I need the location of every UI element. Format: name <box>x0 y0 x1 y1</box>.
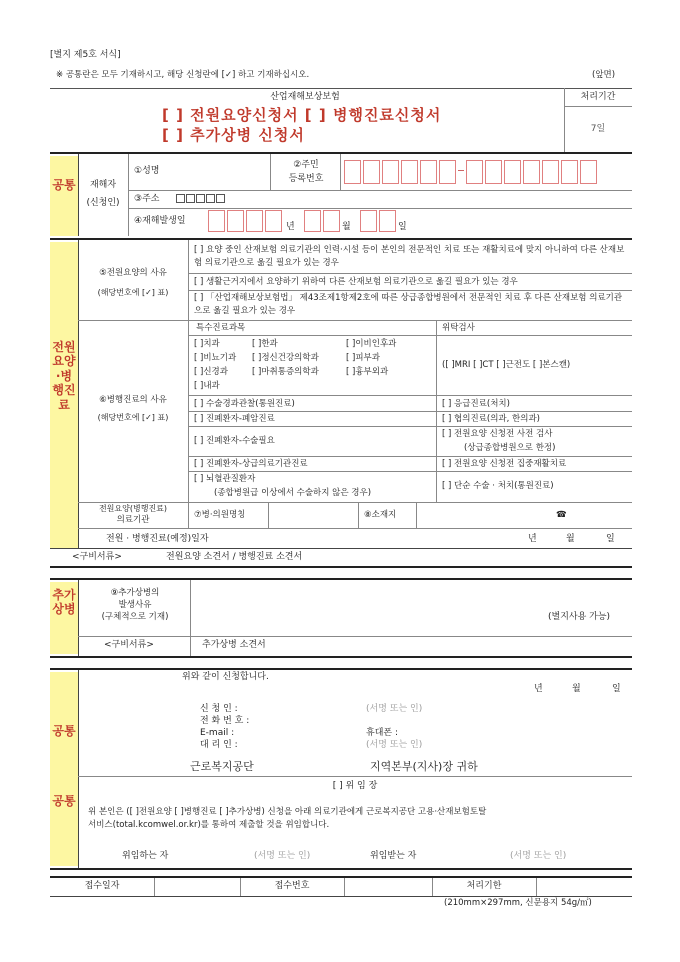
accident-date-input[interactable] <box>208 210 408 234</box>
consign-exam-items[interactable]: ([ ]MRI [ ]CT [ ]근전도 [ ]본스캔) <box>442 360 571 370</box>
dept-dental[interactable]: [ ]치과 <box>194 339 220 349</box>
paper-spec: (210mm×297mm, 신문용지 54g/㎡) <box>444 898 592 908</box>
transfer-reason-label: ⑤전원요양의 사유 <box>99 268 167 278</box>
additional-docs-value: 추가상병 소견서 <box>202 640 266 650</box>
parallel-pneumo-tertiary[interactable]: [ ] 진폐환자-상급의료기관진료 <box>194 459 308 469</box>
application-statement: 위와 같이 신청합니다. <box>182 672 269 682</box>
parallel-simple-surgery[interactable]: [ ] 단순 수술 · 처치(통원진료) <box>442 481 554 491</box>
parallel-surgery-followup[interactable]: [ ] 수술경과관찰(통원진료) <box>194 399 295 409</box>
phone-icon: ☎ <box>556 510 567 520</box>
additional-reason-input[interactable] <box>194 582 534 634</box>
processing-label: 처리기간 <box>580 92 616 102</box>
transfer-reason-3[interactable]: [ ] 「산업재해보상보험법」 제43조제1항제2호에 따른 상급종합병원에서 전문적인 치료 후 다른 산재보험 의료기관으로 옮길 필요가 있는 경우 <box>194 293 623 316</box>
recipient-suffix: 지역본부(지사)장 귀하 <box>370 760 478 773</box>
instruction-text: ※ 공통란은 모두 기재하시고, 해당 신청란에 [✓] 하고 기재하십시오. <box>56 70 310 80</box>
parallel-reason-sub: (해당번호에 [✓] 표) <box>97 413 169 422</box>
dept-anesthesiology[interactable]: [ ]마취통증의학과 <box>252 367 319 377</box>
parallel-emergency[interactable]: [ ] 응급진료(처치) <box>442 399 510 409</box>
agent-sign-placeholder[interactable]: (서명 또는 인) <box>366 740 423 750</box>
parallel-pre-exam[interactable]: [ ] 전원요양 신청전 사전 검사 <box>442 429 553 439</box>
parallel-day-label: 일 <box>606 534 615 544</box>
parallel-intensive-rehab[interactable]: [ ] 전원요양 신청전 집중재활치료 <box>442 459 567 469</box>
parallel-pre-exam-note: (상급종합병원으로 한정) <box>464 443 556 453</box>
parallel-cerebrovascular-note: (종합병원급 이상에서 수술하지 않은 경우) <box>214 488 372 498</box>
agency-name: 산업재해보상보험 <box>270 92 340 102</box>
transfer-section-label: 전원요양·병행진료 <box>52 340 76 412</box>
receipt-date-label: 접수일자 <box>84 881 120 891</box>
parallel-consultation[interactable]: [ ] 협의진료(의과, 한의과) <box>442 414 540 424</box>
additional-reason-label: ⑨추가상병의 <box>110 588 160 598</box>
deadline-label: 처리기한 <box>466 881 502 891</box>
institution-label-2: 의료기관 <box>116 515 150 525</box>
form-title-line2: [ ] 추가상병 신청서 <box>162 126 305 144</box>
dept-dermatology[interactable]: [ ]피부과 <box>346 353 380 363</box>
applicant-sign-placeholder[interactable]: (서명 또는 인) <box>366 704 423 714</box>
applicant-sub-label: (신청인) <box>86 198 120 208</box>
phone-label: 전 화 번 호 : <box>200 716 250 726</box>
agent-label: 대 리 인 : <box>200 740 238 750</box>
delegator-label: 위임하는 자 <box>122 851 169 861</box>
apply-month-label: 월 <box>572 684 581 694</box>
dept-ophthalmology[interactable]: [ ]한과 <box>252 339 278 349</box>
recipient-name: 근로복지공단 <box>190 760 254 773</box>
rrn-label: ②주민 <box>293 160 319 170</box>
delegation-text: 위 본인은 ([ ]전원요양 [ ]병행진료 [ ]추가상병) 신청을 아래 의료기관에게 근로복지공단 고용·산재보험토탈 <box>88 807 487 817</box>
deadline-input[interactable] <box>538 879 630 895</box>
name-input[interactable] <box>176 158 268 188</box>
applicant-sign-label: 신 청 인 : <box>200 704 238 714</box>
additional-docs-label: <구비서류> <box>104 640 154 650</box>
rrn-input[interactable] <box>344 160 596 186</box>
location-input[interactable] <box>418 504 548 526</box>
transfer-reason-2[interactable]: [ ] 생활근거지에서 요양하기 위하여 다른 산재보험 의료기관으로 옮길 필요가 있는 경우 <box>194 277 518 287</box>
delegator-sign-placeholder[interactable]: (서명 또는 인) <box>254 851 311 861</box>
parallel-cerebrovascular[interactable]: [ ] 뇌혈관질환자 <box>194 474 256 484</box>
processing-value: 7일 <box>590 124 606 134</box>
hospital-name-label: ⑦병·의원명칭 <box>194 510 246 520</box>
common2-section-label: 공통 <box>52 724 76 738</box>
transfer-reason-sub: (해당번호에 [✓] 표) <box>97 288 169 297</box>
mobile-label: 휴대폰 : <box>366 728 398 738</box>
rrn-label-2: 등록번호 <box>288 174 324 184</box>
day-label: 일 <box>398 222 407 232</box>
parallel-reason-label: ⑥병행진료의 사유 <box>99 395 167 405</box>
transfer-reason-1[interactable]: [ ] 요양 중인 산재보험 의료기관의 인력·시설 등이 본인의 전문적인 치료 또는 재활치료에 맞지 아니하여 다른 산재보험 의료기관으로 옮길 필요가 있는 경우 <box>194 245 625 268</box>
additional-reason-label-3: (구체적으로 기재) <box>101 612 169 622</box>
side-label: (앞면) <box>592 70 616 80</box>
year-label: 년 <box>286 222 295 232</box>
dept-urology[interactable]: [ ]비뇨기과 <box>194 353 237 363</box>
apply-day-label: 일 <box>612 684 621 694</box>
dept-thoracic[interactable]: [ ]흉부외과 <box>346 367 389 377</box>
parallel-pneumo-lung-cancer[interactable]: [ ] 진폐환자-폐암진료 <box>194 414 275 424</box>
transfer-docs-value: 전원요양 소견서 / 병행진료 소견서 <box>166 552 303 562</box>
receipt-number-input[interactable] <box>346 879 430 895</box>
common-section-label: 공통 <box>52 178 76 192</box>
delegation-title[interactable]: [ ] 위 임 장 <box>332 781 378 791</box>
apply-year-label: 년 <box>534 684 543 694</box>
form-number: [별지 제5호 서식] <box>50 50 121 60</box>
postal-code-input[interactable] <box>176 194 226 206</box>
dept-neurology[interactable]: [ ]신경과 <box>194 367 228 377</box>
parallel-pneumo-surgery[interactable]: [ ] 진폐환자-수술필요 <box>194 436 275 446</box>
dept-ent[interactable]: [ ]이비인후과 <box>346 339 397 349</box>
location-label: ⑧소재지 <box>364 510 397 520</box>
delegatee-label: 위임받는 자 <box>370 851 417 861</box>
receipt-date-input[interactable] <box>156 879 240 895</box>
accident-date-label: ④재해발생일 <box>134 216 186 226</box>
name-label: ①성명 <box>134 166 160 176</box>
separate-sheet-note: (별지사용 가능) <box>548 612 611 622</box>
dept-psychiatry[interactable]: [ ]정신건강의학과 <box>252 353 319 363</box>
transfer-docs-label: <구비서류> <box>72 552 122 562</box>
additional-reason-label-2: 발생사유 <box>118 600 152 610</box>
form-title-line1: [ ] 전원요양신청서 [ ] 병행진료신청서 <box>162 106 442 124</box>
receipt-number-label: 접수번호 <box>274 881 310 891</box>
month-label: 월 <box>342 222 351 232</box>
parallel-month-label: 월 <box>566 534 575 544</box>
parallel-date-label: 전원 · 병행진료(예정)일자 <box>106 534 209 544</box>
special-dept-header: 특수진료과목 <box>196 323 246 333</box>
delegation-text-2: 서비스(total.kcomwel.or.kr)를 통하여 제출할 것을 위임합니다. <box>88 820 330 830</box>
applicant-label: 재해자 <box>89 180 117 190</box>
email-label: E-mail : <box>200 728 235 738</box>
delegatee-sign-placeholder[interactable]: (서명 또는 인) <box>510 851 567 861</box>
dept-internal[interactable]: [ ]내과 <box>194 381 220 391</box>
common2-section-label-2: 공통 <box>52 794 76 808</box>
consign-exam-header: 위탁검사 <box>442 323 475 333</box>
hospital-name-input[interactable] <box>270 504 356 526</box>
institution-label: 전원요양(병행진료) <box>98 504 168 513</box>
parallel-year-label: 년 <box>528 534 537 544</box>
additional-section-label: 추가상병 <box>52 588 76 617</box>
address-label: ③주소 <box>134 194 160 204</box>
